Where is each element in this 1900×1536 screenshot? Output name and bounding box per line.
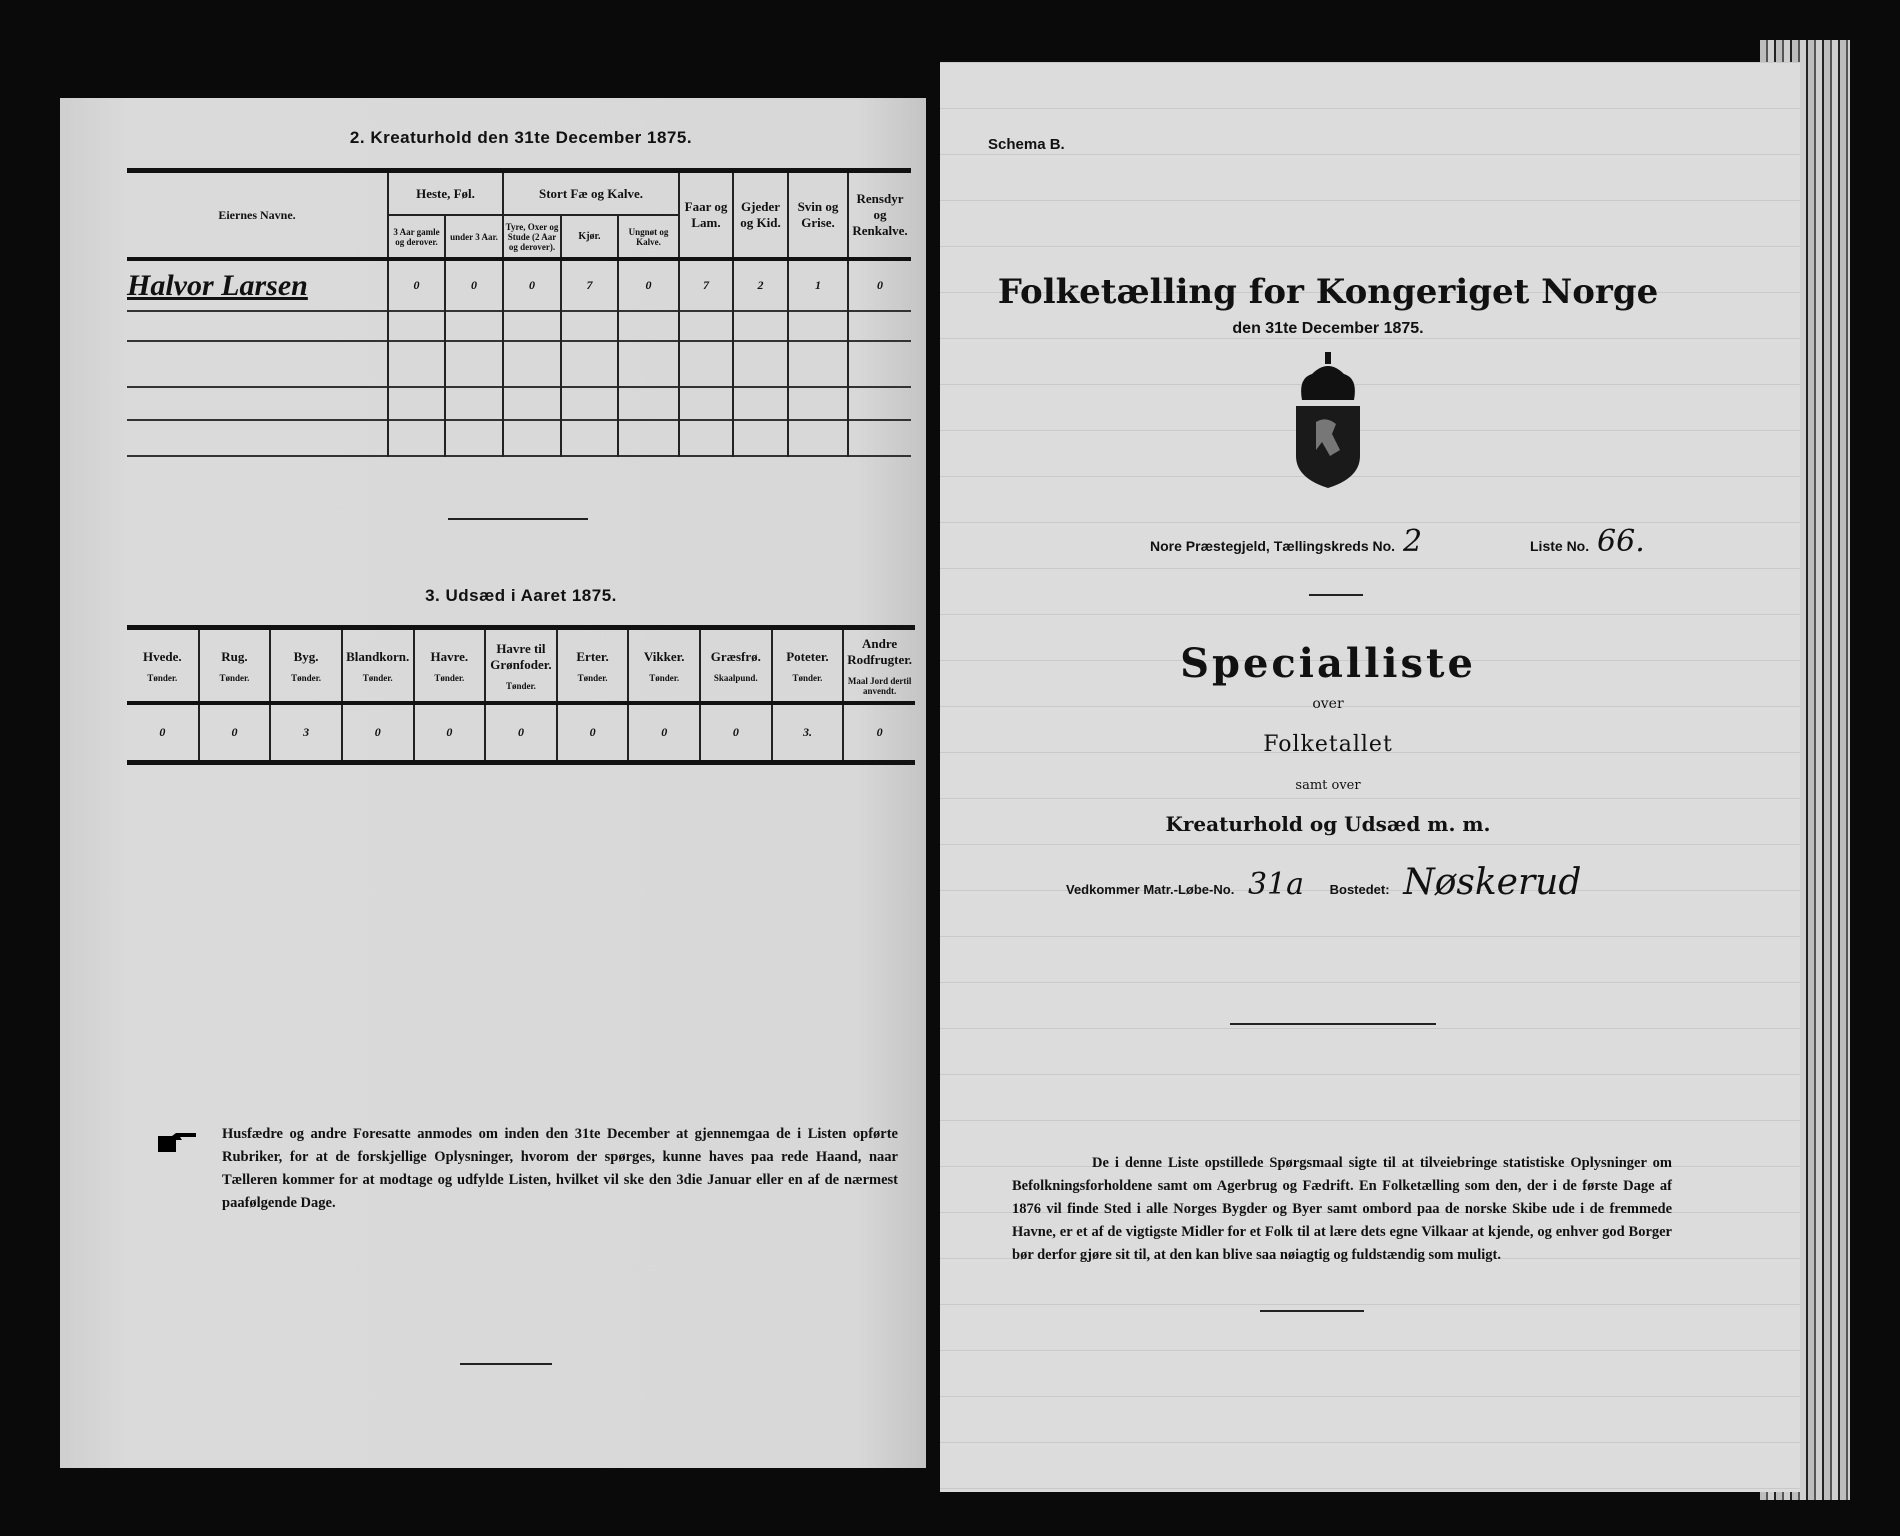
livestock-title: 2. Kreaturhold den 31te December 1875.: [349, 128, 693, 147]
seed-crop-label: Havre.: [430, 648, 469, 664]
seed-unit-label: Tønder.: [219, 672, 250, 683]
cell-value: 2: [733, 259, 788, 311]
header-cattle-cows: Kjør.: [561, 215, 618, 259]
seed-unit-label: Tønder.: [291, 672, 322, 683]
table-row: [127, 311, 911, 341]
district-number: 2: [1402, 524, 1423, 559]
table-row: [127, 259, 911, 311]
seed-unit-label: Tønder.: [649, 672, 680, 683]
seed-column-header: [127, 630, 199, 703]
seed-value: 0: [843, 703, 915, 762]
seed-crop-label: Rug.: [221, 648, 248, 664]
seed-crop-label: Andre Rodfrugter.: [847, 635, 913, 667]
header-pigs: Svin og Grise.: [788, 173, 848, 259]
table-row: [127, 420, 911, 456]
seed-unit-label: Tønder.: [792, 672, 823, 683]
bostedet-value: Nøskerud: [1403, 862, 1582, 903]
right-page: [940, 62, 1800, 1492]
seed-crop-label: Havre til Grønfoder.: [490, 640, 552, 672]
left-page: [60, 98, 926, 1468]
property-line: [1066, 862, 1581, 903]
seed-unit-label: Tønder.: [362, 672, 393, 683]
matr-label: Vedkommer Matr.-Løbe-No.: [1066, 882, 1235, 897]
owner-name: Halvor Larsen: [127, 268, 308, 302]
seed-value: 0: [700, 703, 772, 762]
livestock-table: [127, 173, 911, 457]
info-paragraph: De i denne Liste opstillede Spørgsmaal sigte til at tilveiebringe statistiske Oplysninger om Befolkningsforholdene samt om Agerbrug og Fædrift. En Folketælling som den, der i de første Dage af 1876 vil finde Sted i alle Norges Bygder og Byer samt ombord paa de norske Skibe ude i de fremmede Havne, er et af de vigtigste Midler for et Folk til at lære dets egne Vilkaar at kjende, og enhver god Borger bør derfor gjøre sit til, at den kan blive saa nøiagtig og fuldstændig som muligt.: [1012, 1155, 1672, 1263]
header-horses-young: under 3 Aar.: [445, 215, 503, 259]
seed-crop-label: Græsfrø.: [710, 648, 761, 664]
list-number-line: [1530, 524, 1645, 559]
seed-column-header: [843, 630, 915, 703]
cell-value: 1: [788, 259, 848, 311]
matr-number: 31a: [1247, 867, 1304, 902]
table-row: [127, 387, 911, 420]
header-cattle: Stort Fæ og Kalve.: [503, 173, 679, 215]
parish-label: Nore Præstegjeld, Tællingskreds No.: [1150, 538, 1396, 554]
seed-unit-label: Tønder.: [434, 672, 465, 683]
census-date: den 31te December 1875.: [1232, 320, 1424, 337]
seed-unit-label: Skaalpund.: [713, 672, 758, 683]
notice-paragraph: Husfædre og andre Foresatte anmodes om inden den 31te December at gjennemgaa de i Listen opførte Rubriker, for at de forskjellige Oplysninger, hvorom der spørges, kunne haves paa rede Haand, naar Tælleren kommer for at modtage og udfylde Listen, hvilket vil ske den 3die Januar eller en af de nærmest paafølgende Dage.: [222, 1126, 898, 1211]
header-horses-old: 3 Aar gamle og derover.: [388, 215, 445, 259]
seed-unit-label: Tønder.: [147, 672, 178, 683]
header-goats: Gjeder og Kid.: [733, 173, 788, 259]
seed-table: [127, 630, 915, 765]
header-cattle-young: Ungnøt og Kalve.: [618, 215, 679, 259]
seed-column-header: [199, 630, 271, 703]
seed-value: 0: [628, 703, 700, 762]
seed-value: 3.: [772, 703, 844, 762]
header-cattle-bulls: Tyre, Oxer og Stude (2 Aar og derover).: [503, 215, 561, 259]
samt-over-text: samt over: [1295, 778, 1361, 793]
divider: [1230, 1023, 1436, 1025]
header-owner-name: Eiernes Navne.: [218, 207, 296, 222]
seed-value: 0: [342, 703, 414, 762]
seed-column-header: [414, 630, 486, 703]
subheading: Kreaturhold og Udsæd m. m.: [1165, 812, 1491, 836]
bostedet-label: Bostedet:: [1329, 882, 1390, 897]
seed-crop-label: Hvede.: [142, 648, 182, 664]
seed-crop-label: Vikker.: [643, 648, 685, 664]
folketallet-text: Folketallet: [1263, 732, 1393, 757]
list-label: Liste No.: [1530, 538, 1590, 554]
seed-crop-label: Byg.: [293, 648, 319, 664]
header-sheep: Faar og Lam.: [679, 173, 733, 259]
divider: [1309, 594, 1363, 596]
coat-of-arms-icon: [1292, 352, 1364, 488]
cell-value: 0: [445, 259, 503, 311]
seed-column-header: [772, 630, 844, 703]
seed-crop-label: Blandkorn.: [346, 648, 410, 664]
seed-column-header: [270, 630, 342, 703]
cell-value: 7: [561, 259, 618, 311]
seed-crop-label: Poteter.: [786, 648, 829, 664]
seed-column-header: [485, 630, 557, 703]
cell-value: 0: [848, 259, 911, 311]
divider: [460, 1363, 552, 1365]
seed-crop-label: Erter.: [576, 648, 609, 664]
parish-line: [1150, 524, 1422, 559]
list-number: 66.: [1597, 524, 1645, 559]
seed-column-header: [557, 630, 629, 703]
schema-label: Schema B.: [988, 136, 1065, 153]
seed-unit-label: Maal Jord dertil anvendt.: [847, 675, 912, 696]
seed-value: 3: [270, 703, 342, 762]
seed-value: 0: [159, 724, 166, 739]
seed-title: 3. Udsæd i Aaret 1875.: [425, 586, 617, 605]
header-reindeer: Rensdyr og Renkalve.: [848, 173, 911, 259]
seed-value: 0: [414, 703, 486, 762]
cell-value: 7: [679, 259, 733, 311]
seed-value: 0: [485, 703, 557, 762]
census-title: Folketælling for Kongeriget Norge: [997, 272, 1659, 312]
cell-value: 0: [618, 259, 679, 311]
pointing-hand-icon: [158, 1132, 198, 1154]
table-row: [127, 341, 911, 387]
divider: [448, 518, 588, 520]
seed-column-header: [342, 630, 414, 703]
seed-column-header: [700, 630, 772, 703]
over-text: over: [1312, 696, 1344, 712]
seed-value: 0: [557, 703, 629, 762]
divider: [1260, 1310, 1364, 1312]
seed-unit-label: Tønder.: [505, 680, 536, 691]
table-row: [127, 703, 915, 762]
seed-value: 0: [199, 703, 271, 762]
seed-column-header: [628, 630, 700, 703]
cell-value: 0: [388, 259, 445, 311]
cell-value: 0: [503, 259, 561, 311]
header-horses: Heste, Føl.: [388, 173, 503, 215]
specialliste-heading: Specialliste: [1180, 640, 1476, 687]
seed-unit-label: Tønder.: [577, 672, 608, 683]
